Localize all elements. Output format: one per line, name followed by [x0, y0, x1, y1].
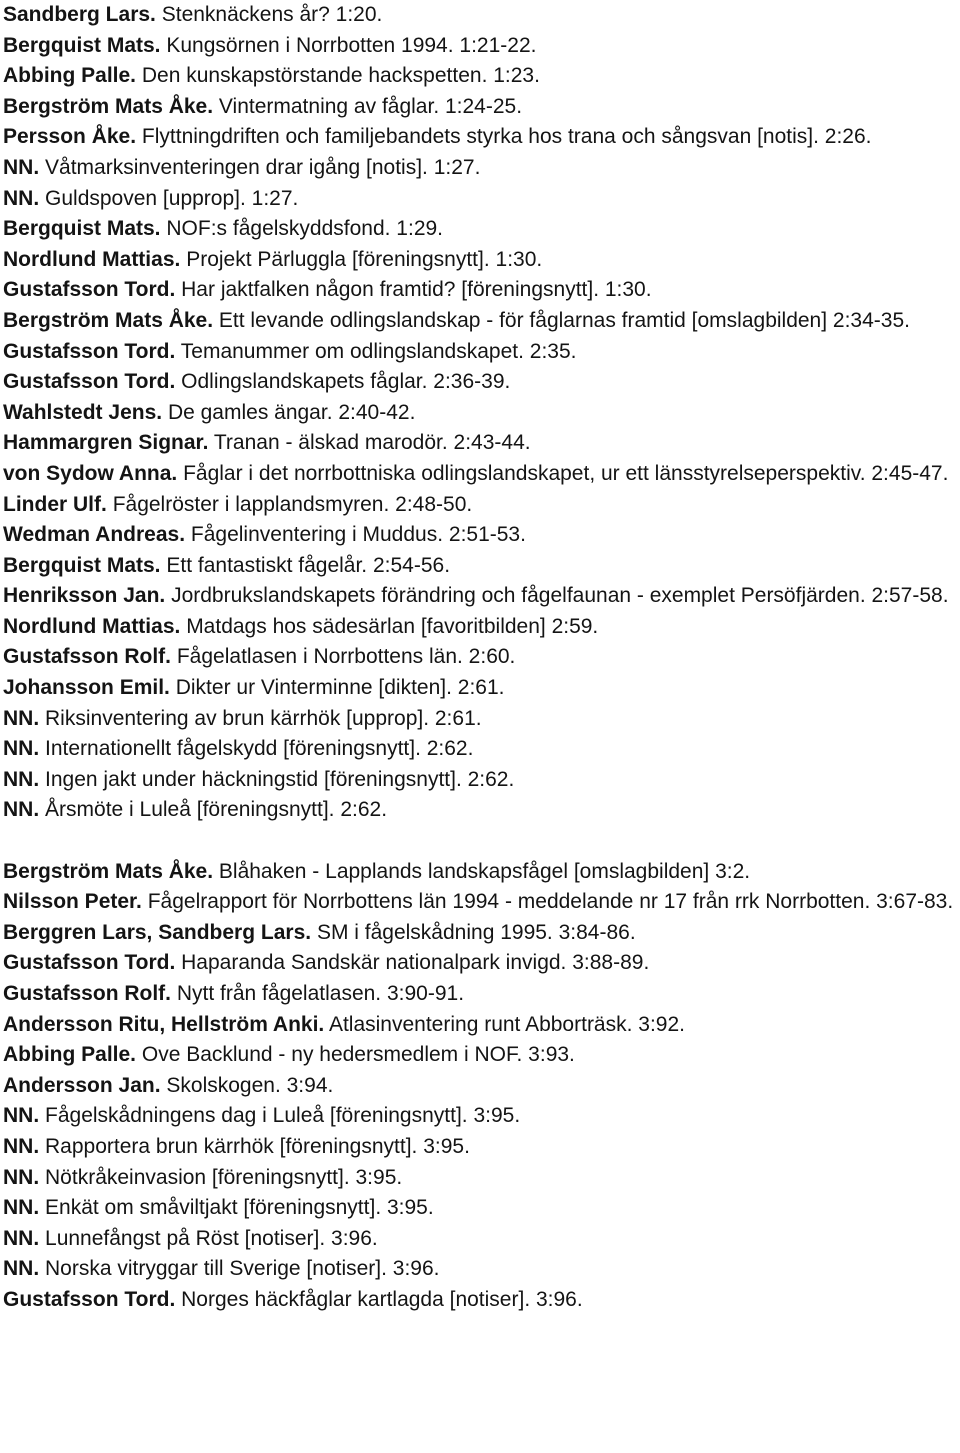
entry-author: Andersson Jan. [3, 1073, 161, 1097]
entry-author: Nordlund Mattias. [3, 614, 181, 638]
entry-author: Wedman Andreas. [3, 523, 186, 547]
entry-title: Har jaktfalken någon framtid? [föreningsnytt]. 1:30. [181, 278, 652, 302]
entry-title: Fågelröster i lapplandsmyren. 2:48-50. [112, 492, 473, 516]
entry-author: Sandberg Lars. [3, 3, 156, 26]
entry-title: Jordbrukslandskapets förändring och fågelfaunan - exemplet Persöfjärden. 2:57-58. [171, 584, 949, 608]
bibliography-entry [3, 948, 960, 979]
entry-author: Wahlstedt Jens. [3, 400, 163, 424]
entry-title: Ingen jakt under häckningstid [föreningsnytt]. 2:62. [45, 767, 515, 791]
entry-title: Årsmöte i Luleå [föreningsnytt]. 2:62. [45, 798, 388, 822]
bibliography-entry [3, 367, 960, 398]
entry-author: Gustafsson Tord. [3, 339, 176, 363]
entry-author: Bergström Mats Åke. [3, 859, 214, 883]
entry-title: Nytt från fågelatlasen. 3:90-91. [176, 982, 465, 1005]
bibliography-entry [3, 642, 960, 673]
entry-author: Bergström Mats Åke. [3, 308, 214, 332]
entry-author: Bergström Mats Åke. [3, 94, 214, 118]
bibliography-entry [3, 673, 960, 704]
entry-title: Ove Backlund - ny hedersmedlem i NOF. 3:93. [141, 1043, 575, 1067]
bibliography-entry [3, 1163, 960, 1194]
entry-author: NN. [3, 155, 40, 179]
entry-title: Skolskogen. 3:94. [166, 1073, 334, 1097]
entry-title: Fågelinventering i Muddus. 2:51-53. [190, 523, 526, 547]
bibliography-entry [3, 979, 960, 1010]
bibliography-entry [3, 918, 960, 949]
bibliography-entry [3, 306, 960, 337]
bibliography-entry [3, 1132, 960, 1163]
bibliography-entry [3, 734, 960, 765]
entry-title: Internationellt fågelskydd [föreningsnytt]. 2:62. [45, 737, 474, 761]
bibliography-entry [3, 1040, 960, 1071]
entry-title: Odlingslandskapets fåglar. 2:36-39. [181, 370, 511, 394]
bibliography-entry [3, 122, 960, 153]
bibliography-entry [3, 581, 960, 612]
entry-title: De gamles ängar. 2:40-42. [167, 400, 416, 424]
entry-author: NN. [3, 1226, 40, 1250]
entry-author: NN. [3, 706, 40, 730]
entry-title: Nötkråkeinvasion [föreningsnytt]. 3:95. [45, 1165, 403, 1189]
entry-title: Flyttningdriften och familjebandets styrka hos trana och sångsvan [notis]. 2:26. [141, 125, 872, 149]
entry-author: von Sydow Anna. [3, 461, 178, 485]
bibliography-entry [3, 1285, 960, 1316]
bibliography-entry [3, 153, 960, 184]
entry-author: Gustafsson Rolf. [3, 645, 172, 669]
bibliography-entry [3, 398, 960, 429]
entry-author: NN. [3, 1104, 40, 1128]
entry-title: Norges häckfåglar kartlagda [notiser]. 3:96. [181, 1287, 583, 1311]
bibliography-entry [3, 31, 960, 62]
entry-author: NN. [3, 1165, 40, 1189]
bibliography-entry [3, 61, 960, 92]
bibliography-entry [3, 337, 960, 368]
bibliography-entry [3, 520, 960, 551]
entry-title: Fågelatlasen i Norrbottens län. 2:60. [176, 645, 516, 669]
entry-title: Dikter ur Vinterminne [dikten]. 2:61. [175, 676, 505, 700]
section-spacer [3, 826, 960, 857]
bibliography-entry [3, 612, 960, 643]
entry-author: Abbing Palle. [3, 64, 137, 88]
entry-title: Enkät om småviltjakt [föreningsnytt]. 3:95. [45, 1196, 434, 1220]
entry-title: Stenknäckens år? 1:20. [161, 3, 383, 26]
bibliography-entry [3, 184, 960, 215]
entry-title: Ett levande odlingslandskap - för fåglarnas framtid [omslagbilden] 2:34-35. [218, 308, 910, 332]
entry-title: Fåglar i det norrbottniska odlingslandskapet, ur ett länsstyrelseperspektiv. 2:45-47. [183, 461, 949, 485]
entry-title: Temanummer om odlingslandskapet. 2:35. [180, 339, 577, 363]
entry-author: NN. [3, 737, 40, 761]
bibliography-entry [3, 857, 960, 888]
bibliography-entry [3, 428, 960, 459]
bibliography-entry [3, 1193, 960, 1224]
entry-title: Våtmarksinventeringen drar igång [notis]. 1:27. [45, 155, 481, 179]
entry-author: Persson Åke. [3, 125, 137, 149]
entry-author: NN. [3, 186, 40, 210]
entry-title: Lunnefångst på Röst [notiser]. 3:96. [45, 1226, 378, 1250]
entry-title: Ett fantastiskt fågelår. 2:54-56. [166, 553, 451, 577]
entry-title: Guldspoven [upprop]. 1:27. [45, 186, 299, 210]
bibliography-entry [3, 887, 960, 918]
bibliography-entry [3, 1101, 960, 1132]
entry-author: NN. [3, 1134, 40, 1158]
entry-author: Gustafsson Tord. [3, 370, 176, 394]
entry-title: Tranan - älskad marodör. 2:43-44. [213, 431, 531, 455]
entry-author: Berggren Lars, Sandberg Lars. [3, 920, 312, 944]
bibliography-entry [3, 704, 960, 735]
bibliography-entry [3, 1224, 960, 1255]
entry-author: Hammargren Signar. [3, 431, 209, 455]
bibliography-list [3, 0, 960, 1316]
bibliography-entry [3, 551, 960, 582]
entry-author: Johansson Emil. [3, 676, 170, 700]
bibliography-entry [3, 1071, 960, 1102]
entry-title: Riksinventering av brun kärrhök [upprop]. 2:61. [45, 706, 482, 730]
entry-title: Norska vitryggar till Sverige [notiser]. 3:96. [45, 1257, 440, 1281]
entry-title: Atlasinventering runt Abborträsk. 3:92. [328, 1012, 685, 1036]
entry-title: Blåhaken - Lapplands landskapsfågel [omslagbilden] 3:2. [218, 859, 751, 883]
entry-title: Fågelskådningens dag i Luleå [föreningsnytt]. 3:95. [45, 1104, 521, 1128]
entry-author: Gustafsson Tord. [3, 278, 176, 302]
bibliography-entry [3, 0, 960, 31]
entry-title: Kungsörnen i Norrbotten 1994. 1:21-22. [166, 33, 537, 57]
entry-author: Bergquist Mats. [3, 33, 161, 57]
entry-title: NOF:s fågelskyddsfond. 1:29. [166, 217, 444, 241]
entry-author: Linder Ulf. [3, 492, 107, 516]
bibliography-entry [3, 795, 960, 826]
entry-author: Nordlund Mattias. [3, 247, 181, 271]
bibliography-entry [3, 275, 960, 306]
bibliography-entry [3, 1010, 960, 1041]
bibliography-entry [3, 765, 960, 796]
entry-author: NN. [3, 1257, 40, 1281]
entry-title: Vintermatning av fåglar. 1:24-25. [218, 94, 523, 118]
bibliography-entry [3, 214, 960, 245]
entry-author: Bergquist Mats. [3, 553, 161, 577]
entry-title: Fågelrapport för Norrbottens län 1994 - meddelande nr 17 från rrk Norrbotten. 3:67-83. [147, 890, 954, 914]
bibliography-entry [3, 245, 960, 276]
bibliography-entry [3, 92, 960, 123]
entry-author: Abbing Palle. [3, 1043, 137, 1067]
entry-author: Andersson Ritu, Hellström Anki. [3, 1012, 325, 1036]
entry-author: NN. [3, 767, 40, 791]
entry-author: Gustafsson Tord. [3, 1287, 176, 1311]
bibliography-entry [3, 1254, 960, 1285]
entry-title: SM i fågelskådning 1995. 3:84-86. [316, 920, 636, 944]
entry-author: Gustafsson Tord. [3, 951, 176, 975]
entry-author: NN. [3, 798, 40, 822]
entry-author: Gustafsson Rolf. [3, 982, 172, 1005]
entry-author: Bergquist Mats. [3, 217, 161, 241]
entry-author: Nilsson Peter. [3, 890, 142, 914]
entry-title: Matdags hos sädesärlan [favoritbilden] 2:59. [186, 614, 599, 638]
entry-title: Projekt Pärluggla [föreningsnytt]. 1:30. [186, 247, 543, 271]
bibliography-entry [3, 459, 960, 490]
bibliography-entry [3, 490, 960, 521]
entry-author: Henriksson Jan. [3, 584, 166, 608]
entry-author: NN. [3, 1196, 40, 1220]
entry-title: Rapportera brun kärrhök [föreningsnytt]. 3:95. [45, 1134, 470, 1158]
entry-title: Haparanda Sandskär nationalpark invigd. 3:88-89. [181, 951, 650, 975]
entry-title: Den kunskapstörstande hackspetten. 1:23. [141, 64, 540, 88]
